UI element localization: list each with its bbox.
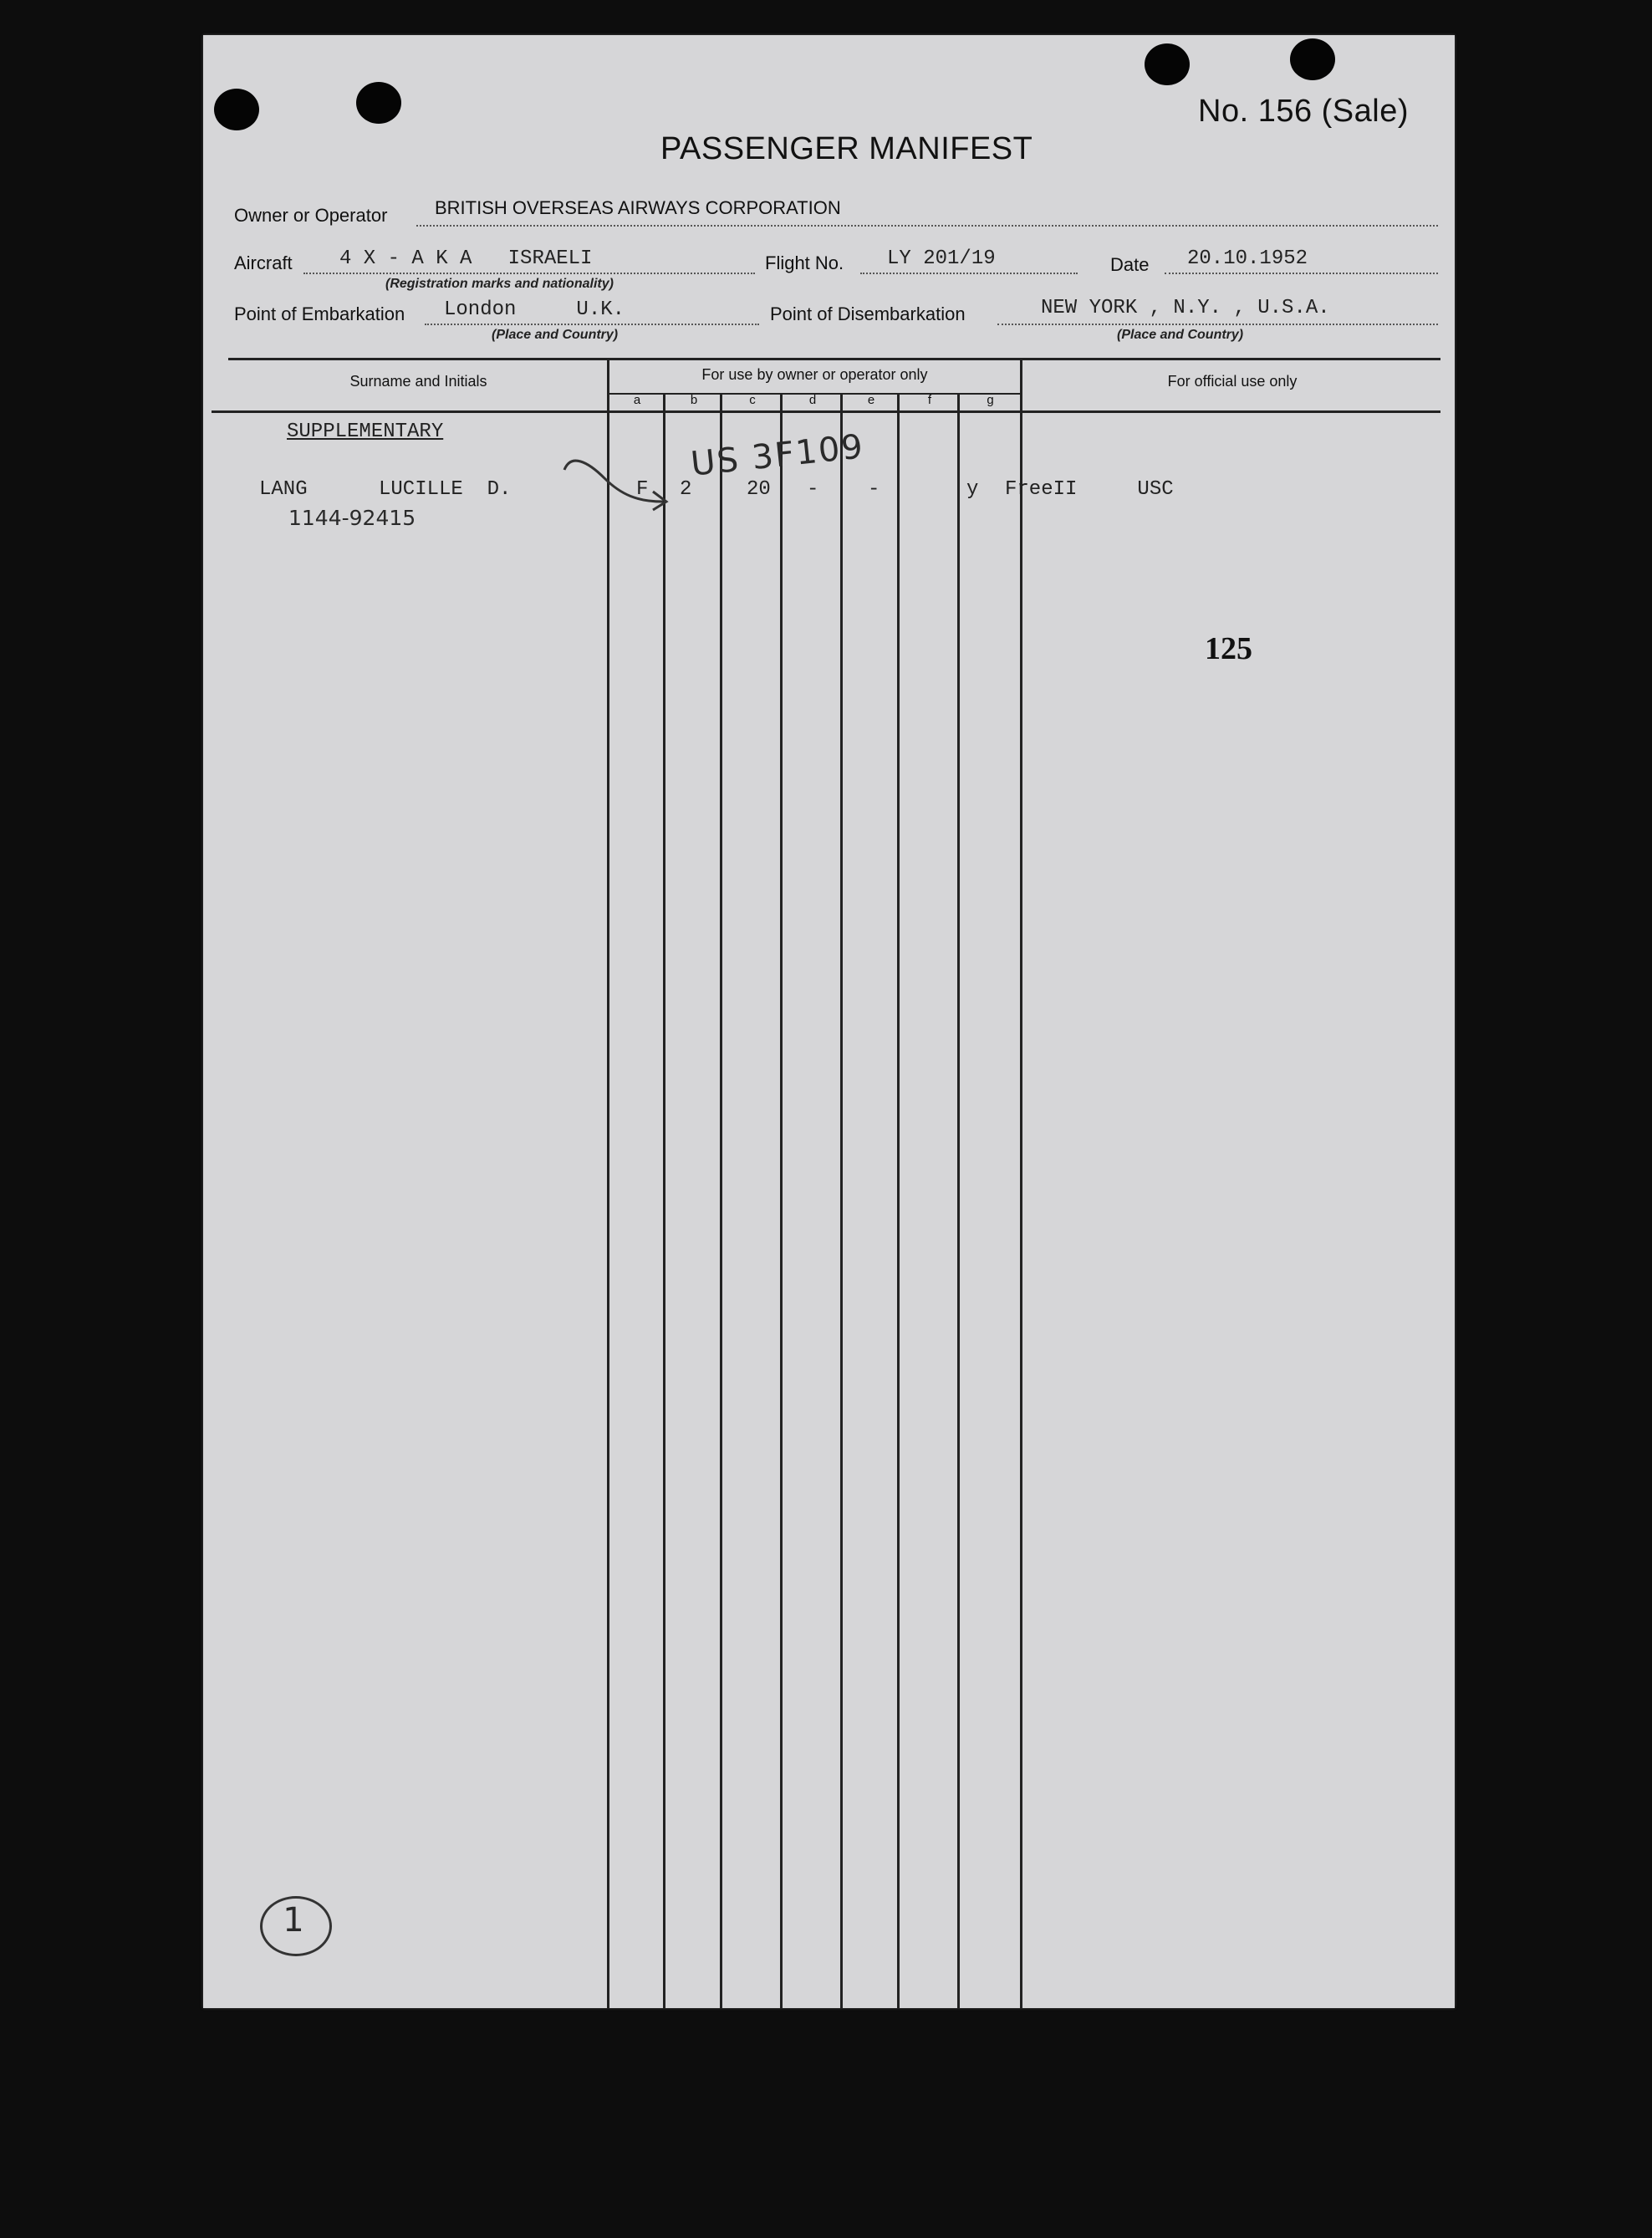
owner-label: Owner or Operator bbox=[234, 205, 388, 226]
subcolumn-e: e bbox=[867, 393, 875, 407]
aircraft-value: 4 X - A K A ISRAELI bbox=[339, 247, 593, 270]
date-label: Date bbox=[1110, 254, 1150, 275]
column-rule bbox=[720, 393, 722, 2008]
column-official-header: For official use only bbox=[1167, 373, 1298, 390]
disembark-dotted-line bbox=[997, 324, 1438, 325]
date-dotted-line bbox=[1165, 273, 1438, 274]
passenger-col-d: - bbox=[807, 478, 819, 501]
owner-dotted-line bbox=[416, 225, 1438, 227]
flight-value: LY 201/19 bbox=[887, 247, 996, 270]
handwritten-code: US 3F109 bbox=[689, 427, 867, 484]
passenger-col-g: y bbox=[966, 478, 979, 501]
passenger-col-a: F bbox=[636, 478, 649, 501]
passenger-given-names: LUCILLE D. bbox=[379, 478, 512, 501]
column-surname-header: Surname and Initials bbox=[349, 373, 487, 390]
punch-hole bbox=[1145, 43, 1190, 85]
page-title: PASSENGER MANIFEST bbox=[660, 131, 1033, 166]
passenger-number: 1144-92415 bbox=[288, 506, 416, 530]
subcolumn-c: c bbox=[749, 393, 756, 407]
punch-hole bbox=[1290, 38, 1335, 80]
disembark-value: NEW YORK , N.Y. , U.S.A. bbox=[1041, 297, 1330, 319]
embark-value: London U.K. bbox=[444, 298, 625, 321]
passenger-col-c: 20 bbox=[747, 478, 771, 501]
subcolumn-b: b bbox=[690, 393, 698, 407]
form-number: No. 156 (Sale) bbox=[1198, 94, 1410, 129]
column-rule bbox=[840, 393, 843, 2008]
stamp-number: 125 bbox=[1205, 631, 1252, 666]
disembark-label: Point of Disembarkation bbox=[770, 303, 966, 324]
punch-hole bbox=[356, 82, 401, 124]
circled-page-number: 1 bbox=[283, 1901, 304, 1940]
owner-value: BRITISH OVERSEAS AIRWAYS CORPORATION bbox=[435, 197, 841, 218]
supplementary-heading: SUPPLEMENTARY bbox=[287, 421, 444, 443]
passenger-official-remarks: FreeII USC bbox=[1005, 478, 1174, 501]
manifest-sheet bbox=[203, 35, 1455, 2008]
aircraft-label: Aircraft bbox=[234, 252, 293, 273]
aircraft-dotted-line bbox=[303, 273, 755, 274]
column-rule bbox=[957, 393, 960, 2008]
column-rule bbox=[780, 393, 783, 2008]
flight-label: Flight No. bbox=[765, 252, 844, 273]
table-top-rule bbox=[228, 358, 1440, 360]
flight-dotted-line bbox=[860, 273, 1078, 274]
subcolumn-d: d bbox=[808, 393, 817, 407]
column-rule bbox=[897, 393, 900, 2008]
column-rule bbox=[1020, 358, 1022, 2008]
passenger-surname: LANG bbox=[259, 478, 308, 501]
subcolumn-g: g bbox=[987, 393, 994, 407]
embark-dotted-line bbox=[425, 324, 759, 325]
handwritten-arrow-icon bbox=[554, 428, 688, 520]
column-rule bbox=[663, 393, 665, 2008]
subcolumn-f: f bbox=[927, 393, 932, 407]
passenger-col-b: 2 bbox=[680, 478, 692, 501]
embark-label: Point of Embarkation bbox=[234, 303, 405, 324]
punch-hole bbox=[214, 89, 259, 130]
column-owner-header: For use by owner or operator only bbox=[701, 366, 928, 383]
table-header-rule bbox=[212, 410, 1440, 413]
date-value: 20.10.1952 bbox=[1187, 247, 1308, 270]
column-rule bbox=[607, 358, 609, 2008]
embark-sublabel: (Place and Country) bbox=[492, 328, 619, 342]
passenger-col-e: - bbox=[868, 478, 880, 501]
subcolumn-a: a bbox=[633, 393, 641, 407]
disembark-sublabel: (Place and Country) bbox=[1117, 328, 1244, 342]
aircraft-sublabel: (Registration marks and nationality) bbox=[385, 277, 614, 291]
